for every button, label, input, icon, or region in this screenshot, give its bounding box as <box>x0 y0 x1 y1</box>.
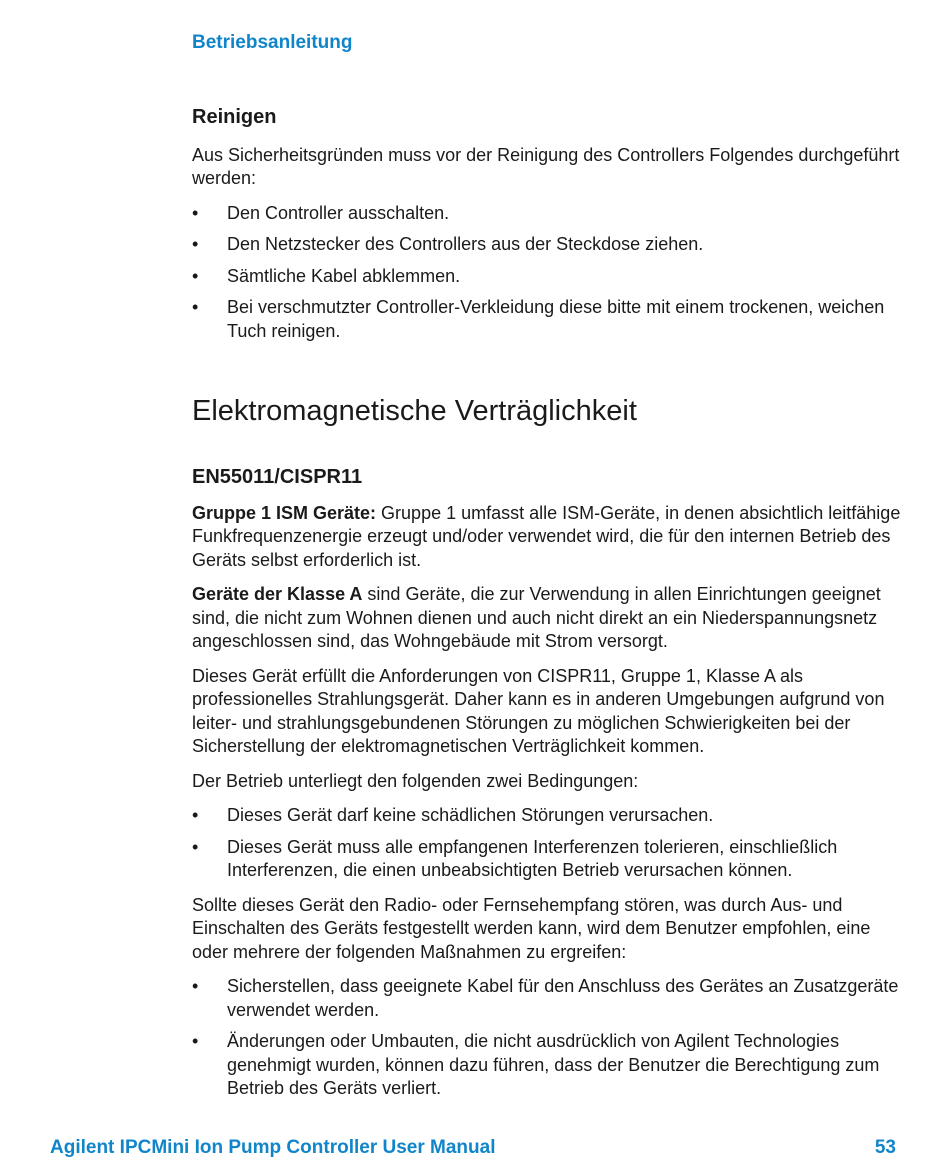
bullet-icon: • <box>192 297 199 317</box>
classA-paragraph <box>192 583 904 654</box>
bullet-icon: • <box>192 1031 199 1051</box>
list-item-text: Den Netzstecker des Controllers aus der Steckdose ziehen. <box>227 234 704 254</box>
footer-manual-title: Agilent IPCMini Ion Pump Controller User Manual <box>50 1137 496 1158</box>
list-item <box>192 1030 904 1101</box>
measures-list <box>192 975 904 1101</box>
cleaning-list <box>192 202 904 344</box>
section-heading-emc: Elektromagnetische Verträglichkeit <box>192 395 637 427</box>
list-item <box>192 975 904 1022</box>
list-item-text: Änderungen oder Umbauten, die nicht ausdrücklich von Agilent Technologies genehmigt wurden, können dazu führen, dass der Benutzer die Berechtigung zum Betrieb des Geräts verliert. <box>227 1031 880 1098</box>
list-item-text: Bei verschmutzter Controller-Verkleidung diese bitte mit einem trockenen, weichen Tuch reinigen. <box>227 297 885 341</box>
list-item-text: Dieses Gerät darf keine schädlichen Störungen verursachen. <box>227 805 714 825</box>
bullet-icon: • <box>192 234 199 254</box>
group1-paragraph <box>192 502 904 573</box>
list-item-text: Den Controller ausschalten. <box>227 202 450 223</box>
list-item-text: Sämtliche Kabel abklemmen. <box>227 265 461 286</box>
list-item <box>192 296 904 343</box>
running-header: Betriebsanleitung <box>192 32 353 53</box>
bullet-icon: • <box>192 805 199 825</box>
bullet-icon: • <box>192 976 199 996</box>
list-item <box>192 265 904 289</box>
bullet-icon: • <box>192 836 199 857</box>
page-number: 53 <box>874 1137 896 1158</box>
group1-text: Gruppe 1 umfasst alle ISM-Geräte, in denen absichtlich leitfähige Funkfrequenzenergie erzeugt und/oder verwendet wird, die für den internen Betrieb des Geräts selbst erforderlich ist. <box>192 502 901 570</box>
classA-label: Geräte der Klasse A <box>192 584 363 604</box>
page-footer <box>50 1137 896 1159</box>
list-item-text: Sicherstellen, dass geeignete Kabel für den Anschluss des Gerätes an Zusatzgeräte verwendet werden. <box>227 976 899 1020</box>
section-heading-cleaning: Reinigen <box>192 106 277 128</box>
list-item <box>192 836 904 883</box>
list-item-text: Dieses Gerät muss alle empfangenen Interferenzen tolerieren, einschließlich Interferenzen, die einen unbeabsichtigten Betrieb verursachen können. <box>227 836 838 880</box>
list-item <box>192 804 904 828</box>
compliance-paragraph: Dieses Gerät erfüllt die Anforderungen von CISPR11, Gruppe 1, Klasse A als professionelles Strahlungsgerät. Daher kann es in anderen Umgebungen aufgrund von leiter- und strahlungsgebundenen Störungen zu möglichen Schwierigkeiten bei der Sicherstellung der elektromagnetischen Verträglichkeit kommen. <box>192 665 885 756</box>
group1-label: Gruppe 1 ISM Geräte: <box>192 502 377 523</box>
classA-text: sind Geräte, die zur Verwendung in allen Einrichtungen geeignet sind, die nicht zum Wohnen dienen und auch nicht direkt an ein Niederspannungsnetz angeschlossen sind, das Wohngebäude mit Strom versorgt. <box>192 584 881 651</box>
conditions-intro: Der Betrieb unterliegt den folgenden zwei Bedingungen: <box>192 770 639 791</box>
list-item <box>192 233 904 257</box>
interference-intro: Sollte dieses Gerät den Radio- oder Fernsehempfang stören, was durch Aus- und Einschalten des Geräts festgestellt werden kann, wird dem Benutzer empfohlen, eine oder mehrere der folgenden Maßnahmen zu ergreifen: <box>192 894 871 962</box>
page-body <box>192 106 904 1112</box>
subsection-heading-standard: EN55011/CISPR11 <box>192 466 363 488</box>
bullet-icon: • <box>192 265 199 286</box>
cleaning-intro: Aus Sicherheitsgründen muss vor der Reinigung des Controllers Folgendes durchgeführt werden: <box>192 144 900 188</box>
bullet-icon: • <box>192 202 199 223</box>
conditions-list <box>192 804 904 883</box>
list-item <box>192 202 904 226</box>
